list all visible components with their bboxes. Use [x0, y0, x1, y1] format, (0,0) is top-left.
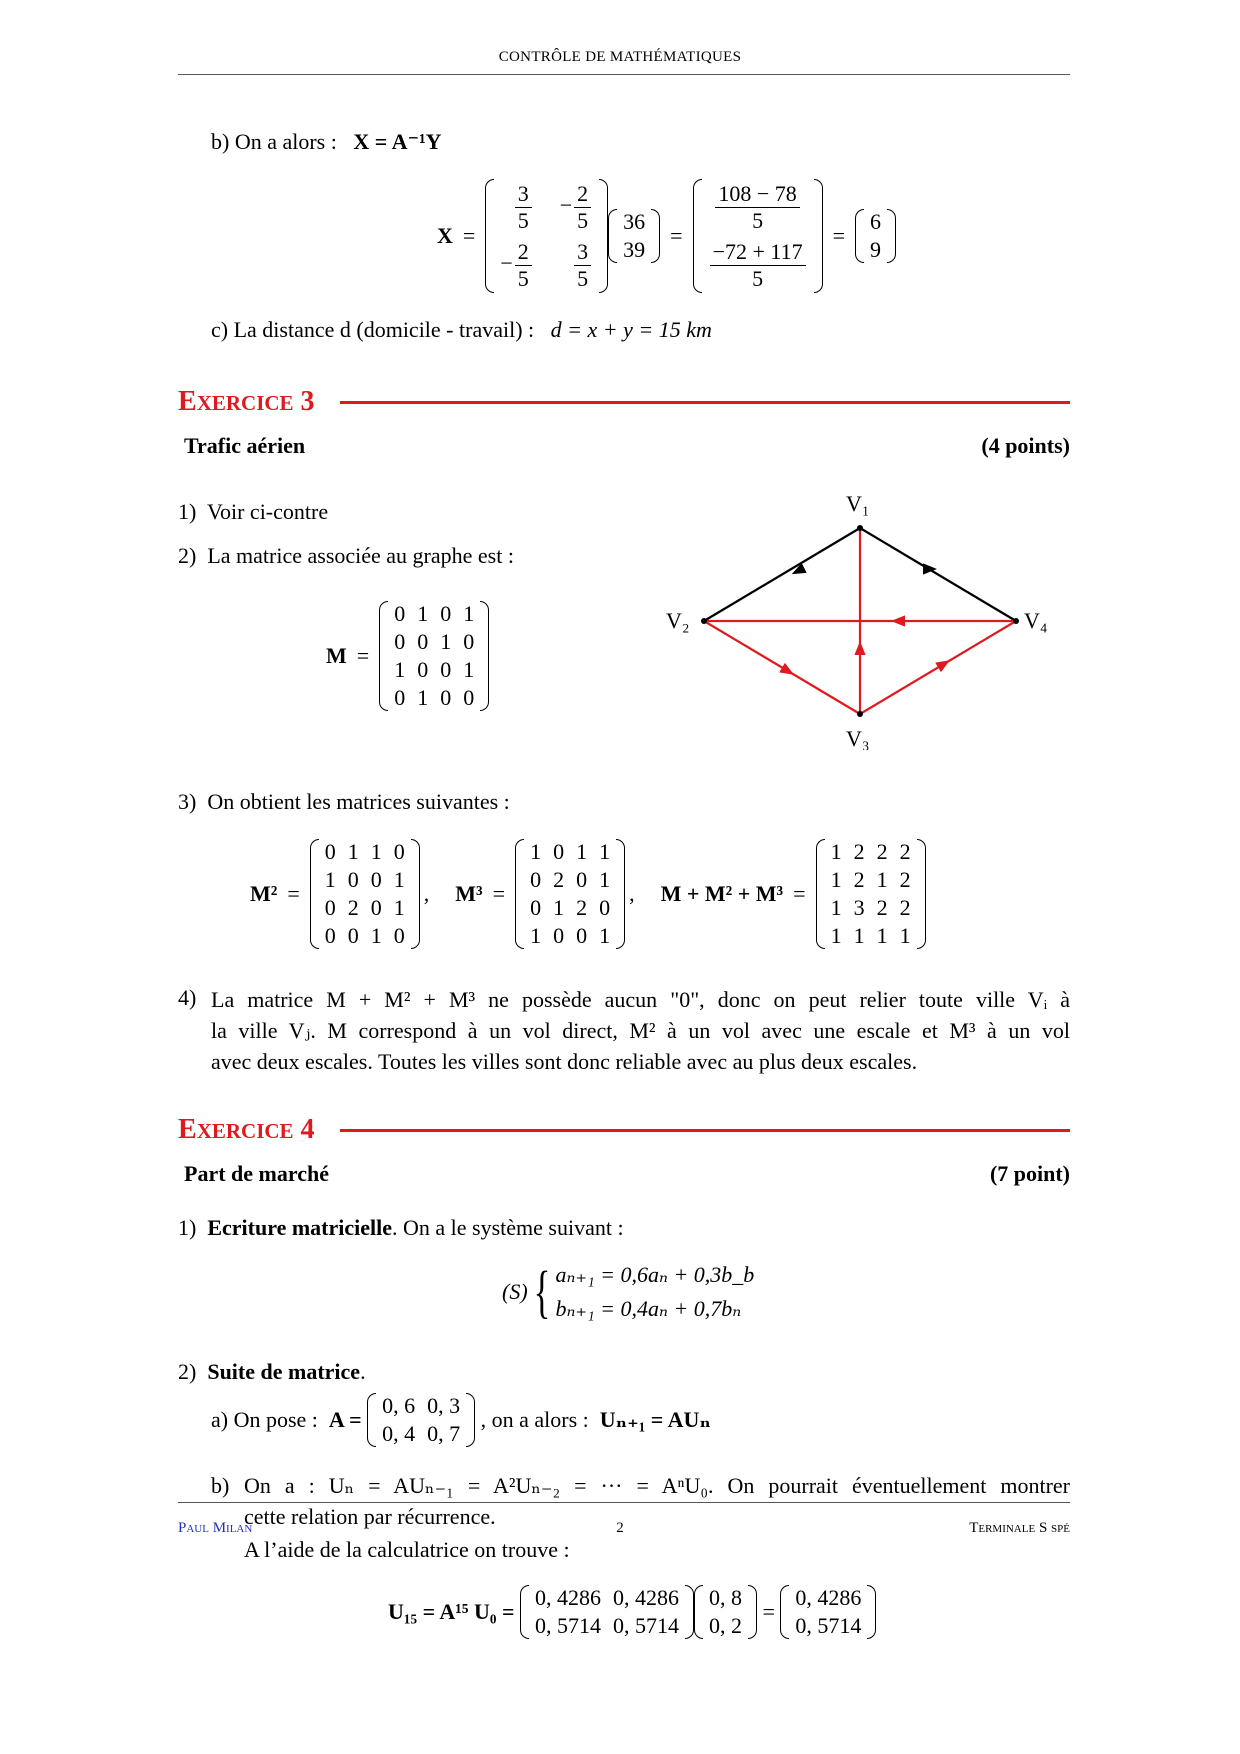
- matrix-msum-cell: 1: [899, 923, 911, 948]
- matrix-a15-cell: 0, 4286: [613, 1585, 679, 1610]
- ex3-matrix-m: M = 0 1 0 1 0 0 1 0 1 0 0 1 0 1 0 0: [326, 600, 489, 712]
- matrix-m3-cell: 0: [553, 923, 565, 948]
- matrix-msum-cell: 2: [876, 895, 888, 920]
- matrix-a-cell: 0, 4: [382, 1421, 416, 1446]
- matrix-m-cell: 1: [463, 601, 475, 626]
- matrix-a-cell: 0, 3: [427, 1393, 461, 1418]
- page-header: CONTRÔLE DE MATHÉMATIQUES: [498, 49, 742, 65]
- matrix-a15-row: [529, 1584, 685, 1612]
- matrix-m3-cell: 1: [530, 923, 542, 948]
- ex4-b-line1: On a : Uₙ = AUₙ₋₁ = A²Uₙ₋₂ = ··· = AⁿU₀. On pourrait éventuellement montrer: [244, 1473, 1070, 1498]
- vertex-v3: [857, 711, 863, 717]
- matrix-m2-row: [319, 922, 411, 950]
- vertex-v2: [701, 618, 707, 624]
- matrix-m-cell: 1: [440, 629, 452, 654]
- ex4-b-line2: cette relation par récurrence.: [244, 1504, 496, 1529]
- matrix-m-row: [388, 600, 480, 628]
- matrix-m2-cell: 0: [370, 867, 382, 892]
- result-vector: [855, 208, 896, 264]
- matrix-a15-row: [529, 1612, 685, 1640]
- matrix-m3-cell: 0: [530, 895, 542, 920]
- ex3-q2: 2) La matrice associée au graphe est :: [178, 543, 514, 568]
- matrix-m2-cell: 1: [347, 839, 359, 864]
- matrix-m2-cell: 1: [324, 867, 336, 892]
- exercise-4-rule: [340, 1129, 1070, 1132]
- matrix-m3-cell: 0: [576, 867, 588, 892]
- vec-y-2: 39: [623, 237, 646, 262]
- matrix-m2-cell: 2: [347, 895, 359, 920]
- ex4-u15: U₁₅ = A¹⁵ U₀ = 0, 4286 0, 4286 0, 5714 0, 5714 0, 8 0, 2 = 0, 4286 0, 5714: [388, 1584, 876, 1640]
- flight-graph: [660, 480, 1080, 750]
- ex4-system: [502, 1258, 754, 1326]
- matrix-a15-cell: 0, 5714: [613, 1613, 679, 1638]
- matrix-msum-cell: 1: [876, 923, 888, 948]
- label-v1: V₁: [846, 491, 870, 516]
- matrix-m2-cell: 0: [393, 839, 405, 864]
- matrix-msum-row: [825, 922, 917, 950]
- matrix-a-row: [376, 1392, 466, 1420]
- matrix-m3-cell: 0: [530, 867, 542, 892]
- matrix-m3-row: [524, 894, 616, 922]
- matrix-msum: [816, 838, 926, 950]
- matrix-m-row: [388, 684, 480, 712]
- matrix-m3-row: [524, 922, 616, 950]
- vertex-v1: [857, 525, 863, 531]
- matrix-msum-cell: 2: [853, 839, 865, 864]
- matrix-a-row: [376, 1420, 466, 1448]
- ex3-q4: 4) La matrice M + M² + M³ ne possède aucun "0", donc on peut relier toute ville Vᵢ à la ville Vⱼ. M correspond à un vol direct, M² à un vol avec une escale et M³ à un vol avec deux escales. Toutes les villes sont donc reliable avec au plus deux escales.: [178, 984, 1070, 1077]
- exercise-3-title: EXERCICE 3: [178, 386, 315, 417]
- vector-y: [608, 208, 660, 264]
- frac2-num: −72 + 117: [710, 239, 806, 266]
- matrix-m3-row: [524, 838, 616, 866]
- matrix-m-row: [388, 656, 480, 684]
- matrix-msum-cell: 2: [899, 867, 911, 892]
- ex4-subtitle: Part de marché: [184, 1161, 329, 1186]
- ex3-matrices-row: M² = 0 1 1 0 1 0 0 1 0 2 0 1 0 0 1 0 , M³ = 1 0 1 1 0 2 0 1 0 1 2 0 1 0 0 1 , M + M² + M³ = 1 2 2 2 1 2 1 2 1 3 2 2 1 1 1 1: [250, 838, 926, 950]
- matrix-msum-cell: 2: [876, 839, 888, 864]
- matrix-m-cell: 0: [463, 629, 475, 654]
- matrix-msum-cell: 1: [830, 923, 842, 948]
- matrix-msum-row: [825, 866, 917, 894]
- system-line-1: aₙ₊₁ = 0,6aₙ + 0,3b_b: [555, 1262, 755, 1287]
- matrix-m-cell: 0: [440, 657, 452, 682]
- matrix-m-cell: 0: [394, 629, 406, 654]
- matrix-m3: [515, 838, 625, 950]
- matrix-msum-cell: 2: [899, 839, 911, 864]
- matrix-a-cell: 0, 6: [382, 1393, 416, 1418]
- matrix-m3-cell: 1: [553, 895, 565, 920]
- edge-v3-v4: [860, 621, 1016, 714]
- inverse-matrix: $\frac{3}{5}$ − $\frac{2}{5}$ − $\frac{2}{5}$ $\frac{3}{5}$: [485, 178, 608, 294]
- ex2-c-text: La distance d (domicile - travail) :: [233, 317, 535, 342]
- matrix-m-cell: 0: [394, 601, 406, 626]
- ex4-a-line: a) On pose : A = 0, 6 0, 3 0, 4 0, 7 , on a alors : Uₙ₊₁ = AUₙ: [211, 1393, 711, 1446]
- matrix-m2-cell: 1: [393, 867, 405, 892]
- vertex-v4: [1013, 618, 1019, 624]
- label-v3: V₃: [846, 726, 870, 750]
- arrow-v2-v3: [786, 670, 788, 671]
- ex2-computation: X = $\frac{3}{5}$ − $\frac{2}{5}$ − $\frac{2}{5}$ $\frac{3}{5}$ 36 39 = $\frac{108 - 78}{5}$ $\frac{-72 + 117}{5}$ = 6 9: [437, 178, 896, 294]
- system-brace: {: [533, 1259, 550, 1324]
- matrix-m-cell: 1: [394, 657, 406, 682]
- m3-symbol: M³: [455, 881, 483, 907]
- matrix-m-cell: 1: [463, 657, 475, 682]
- matrix-m2-cell: 1: [370, 923, 382, 948]
- matrix-m-row: [388, 628, 480, 656]
- ex3-q3: 3) On obtient les matrices suivantes :: [178, 789, 510, 814]
- ex3-q4-line1: La matrice M + M² + M³ ne possède aucun "0", donc on peut relier toute ville Vᵢ à: [211, 987, 1070, 1012]
- matrix-msum-cell: 1: [830, 895, 842, 920]
- matrix-m2-cell: 1: [370, 839, 382, 864]
- header-rule: [178, 74, 1070, 75]
- matrix-msum-cell: 3: [853, 895, 865, 920]
- x-symbol: X: [437, 223, 453, 249]
- ex4-points: (7 point): [989, 1161, 1070, 1186]
- res-2: 9: [870, 237, 881, 262]
- matrix-m2-cell: 0: [370, 895, 382, 920]
- ex2-c-label: c): [211, 317, 229, 342]
- system-line-2: bₙ₊₁ = 0,4aₙ + 0,7bₙ: [555, 1296, 742, 1321]
- ex3-subtitle: Trafic aérien: [184, 433, 306, 458]
- ex2-b-line: [211, 128, 442, 156]
- msum-symbol: M + M² + M³: [660, 881, 784, 907]
- matrix-m: [379, 600, 489, 712]
- ex3-q4-line2: la ville Vⱼ. M correspond à un vol direct, M² à un vol avec une escale et M³ à un vol: [211, 1018, 1070, 1043]
- edge-v1-v4: [860, 528, 1016, 621]
- ex4-q1: 1) Ecriture matricielle. On a le système suivant :: [178, 1215, 624, 1240]
- matrix-m3-cell: 1: [576, 839, 588, 864]
- footer-author: Paul Milan: [178, 1520, 253, 1536]
- matrix-m2-row: [319, 866, 411, 894]
- matrix-msum-row: [825, 894, 917, 922]
- matrix-m-cell: 1: [417, 685, 429, 710]
- vector-u0: 0, 8 0, 2: [694, 1584, 757, 1640]
- m2-symbol: M²: [250, 881, 278, 907]
- ex4-b-block: b) On a : Uₙ = AUₙ₋₁ = A²Uₙ₋₂ = ··· = AⁿU₀. On pourrait éventuellement montrer cette relation par récurrence.: [211, 1470, 1070, 1532]
- matrix-m2-cell: 0: [324, 895, 336, 920]
- matrix-m-cell: 0: [417, 629, 429, 654]
- matrix-a15: [520, 1584, 694, 1640]
- matrix-a15-cell: 0, 5714: [535, 1613, 601, 1638]
- matrix-m2-cell: 0: [393, 923, 405, 948]
- footer-rule: [178, 1502, 1070, 1503]
- matrix-m3-cell: 0: [553, 839, 565, 864]
- matrix-m3-cell: 1: [530, 839, 542, 864]
- matrix-m-cell: 0: [417, 657, 429, 682]
- a-formula: Uₙ₊₁ = AUₙ: [599, 1407, 711, 1433]
- frac1-num: 108 − 78: [715, 181, 799, 208]
- matrix-m2-cell: 1: [393, 895, 405, 920]
- ex2-b-text: On a alors :: [234, 129, 337, 154]
- frac1-den: 5: [752, 207, 764, 233]
- matrix-msum-cell: 1: [830, 867, 842, 892]
- footer-class: Terminale S spé: [969, 1520, 1070, 1536]
- frac2-den: 5: [752, 265, 764, 291]
- matrix-m3-cell: 1: [599, 923, 611, 948]
- matrix-m3-cell: 0: [576, 923, 588, 948]
- matrix-msum-cell: 1: [853, 923, 865, 948]
- matrix-m3-cell: 2: [576, 895, 588, 920]
- matrix-m3-cell: 0: [599, 895, 611, 920]
- vec-y-1: 36: [623, 209, 646, 234]
- matrix-m-cell: 0: [394, 685, 406, 710]
- matrix-a-cell: 0, 7: [427, 1421, 461, 1446]
- matrix-m2-cell: 0: [347, 923, 359, 948]
- arrow-v3-v4: [942, 664, 944, 665]
- ex4-q2: 2) Suite de matrice.: [178, 1359, 366, 1384]
- ex3-points: (4 points): [981, 433, 1070, 458]
- matrix-m3-cell: 2: [553, 867, 565, 892]
- matrix-m-cell: 1: [417, 601, 429, 626]
- ex2-b-label: b): [211, 129, 230, 154]
- matrix-m-cell: 0: [440, 601, 452, 626]
- matrix-msum-row: [825, 838, 917, 866]
- matrix-m3-cell: 1: [599, 867, 611, 892]
- res-1: 6: [870, 209, 881, 234]
- m-symbol: M: [326, 643, 347, 669]
- matrix-msum-cell: 2: [899, 895, 911, 920]
- ex2-c-line: [211, 316, 712, 344]
- matrix-m2: [310, 838, 420, 950]
- a-symbol: A =: [328, 1407, 362, 1433]
- matrix-m3-cell: 1: [599, 839, 611, 864]
- label-v4: V₄: [1024, 608, 1048, 633]
- exercise-4-title: EXERCICE 4: [178, 1114, 315, 1145]
- u15-lhs: U₁₅ = A¹⁵ U₀ =: [388, 1599, 515, 1625]
- edge-v2-v3: [704, 621, 860, 714]
- exercise-3-rule: [340, 401, 1070, 404]
- system-name: (S): [502, 1279, 528, 1305]
- matrix-msum-cell: 1: [876, 867, 888, 892]
- footer-page: 2: [616, 1520, 624, 1536]
- ex2-c-formula: d = x + y = 15 km: [550, 317, 712, 342]
- matrix-msum-cell: 1: [830, 839, 842, 864]
- ex4-calc-text: A l’aide de la calculatrice on trouve :: [244, 1537, 570, 1562]
- intermediate-vector: [693, 178, 823, 294]
- edge-v1-v2: [704, 528, 860, 621]
- arrow-v1-v2: [798, 570, 800, 571]
- matrix-a15-cell: 0, 4286: [535, 1585, 601, 1610]
- matrix-m2-cell: 0: [324, 839, 336, 864]
- matrix-m-cell: 0: [440, 685, 452, 710]
- matrix-a: [367, 1392, 475, 1448]
- label-v2: V₂: [666, 608, 690, 633]
- matrix-m2-row: [319, 838, 411, 866]
- matrix-m2-cell: 0: [347, 867, 359, 892]
- ex2-b-formula: X = A⁻¹Y: [353, 129, 442, 154]
- matrix-msum-cell: 2: [853, 867, 865, 892]
- vector-u15: 0, 4286 0, 5714: [780, 1584, 876, 1640]
- matrix-m3-row: [524, 866, 616, 894]
- matrix-m-cell: 0: [463, 685, 475, 710]
- ex3-q1: 1) Voir ci-contre: [178, 499, 329, 524]
- matrix-m2-cell: 0: [324, 923, 336, 948]
- ex3-q4-line3: avec deux escales. Toutes les villes sont donc reliable avec au plus deux escales.: [211, 1049, 918, 1074]
- matrix-m2-row: [319, 894, 411, 922]
